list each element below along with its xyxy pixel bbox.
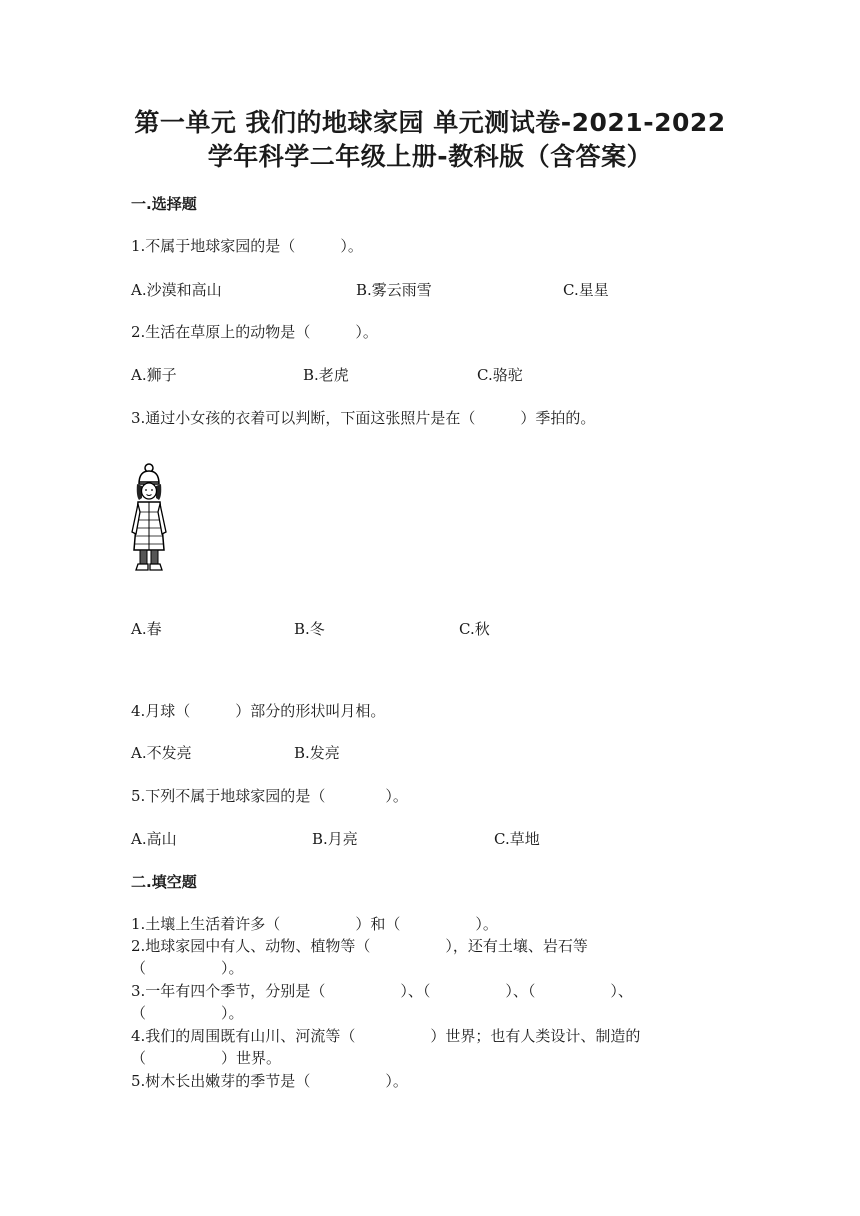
document-title-line-1: 第一单元 我们的地球家园 单元测试卷-2021-2022 (134, 108, 726, 137)
section-heading-fill-in: 二.填空题 (131, 873, 197, 891)
question-1-option-b: B.雾云雨雪 (356, 281, 432, 299)
fill-3-line-1: 3.一年有四个季节，分别是（ ）、（ ）、（ ）、 (131, 982, 633, 1000)
fill-5: 5.树木长出嫩芽的季节是（ ）。 (131, 1072, 408, 1090)
document-title-line-2: 学年科学二年级上册-教科版（含答案） (207, 142, 653, 171)
question-2-stem: 2.生活在草原上的动物是（ ）。 (131, 323, 378, 341)
question-5-stem: 5.下列不属于地球家园的是（ ）。 (131, 787, 408, 805)
question-2-option-a: A.狮子 (131, 366, 177, 384)
question-5-option-c: C.草地 (494, 830, 540, 848)
question-3-option-c: C.秋 (459, 620, 490, 638)
section-heading-choice: 一.选择题 (131, 195, 197, 213)
question-3-option-b: B.冬 (294, 620, 325, 638)
question-4-stem: 4.月球（ ）部分的形状叫月相。 (131, 702, 386, 720)
question-5-option-a: A.高山 (131, 830, 177, 848)
question-3-option-a: A.春 (131, 620, 162, 638)
question-2-option-c: C.骆驼 (477, 366, 523, 384)
question-5-option-b: B.月亮 (312, 830, 358, 848)
question-1-stem: 1.不属于地球家园的是（ ）。 (131, 237, 363, 255)
question-4-option-a: A.不发亮 (131, 744, 192, 762)
fill-1: 1.土壤上生活着许多（ ）和（ ）。 (131, 915, 498, 933)
fill-4-line-2: （ ）世界。 (131, 1049, 282, 1067)
question-1-option-c: C.星星 (563, 281, 609, 299)
question-3-stem: 3.通过小女孩的衣着可以判断，下面这张照片是在（ ）季拍的。 (131, 409, 596, 427)
fill-2-line-2: （ ）。 (131, 959, 244, 977)
question-2-option-b: B.老虎 (303, 366, 349, 384)
question-4-option-b: B.发亮 (294, 744, 340, 762)
fill-2-line-1: 2.地球家园中有人、动物、植物等（ ），还有土壤、岩石等 (131, 937, 588, 955)
girl-in-winter-coat-illustration (128, 462, 170, 574)
fill-4-line-1: 4.我们的周围既有山川、河流等（ ）世界；也有人类设计、制造的 (131, 1027, 641, 1045)
question-1-option-a: A.沙漠和高山 (131, 281, 222, 299)
fill-3-line-2: （ ）。 (131, 1004, 244, 1022)
